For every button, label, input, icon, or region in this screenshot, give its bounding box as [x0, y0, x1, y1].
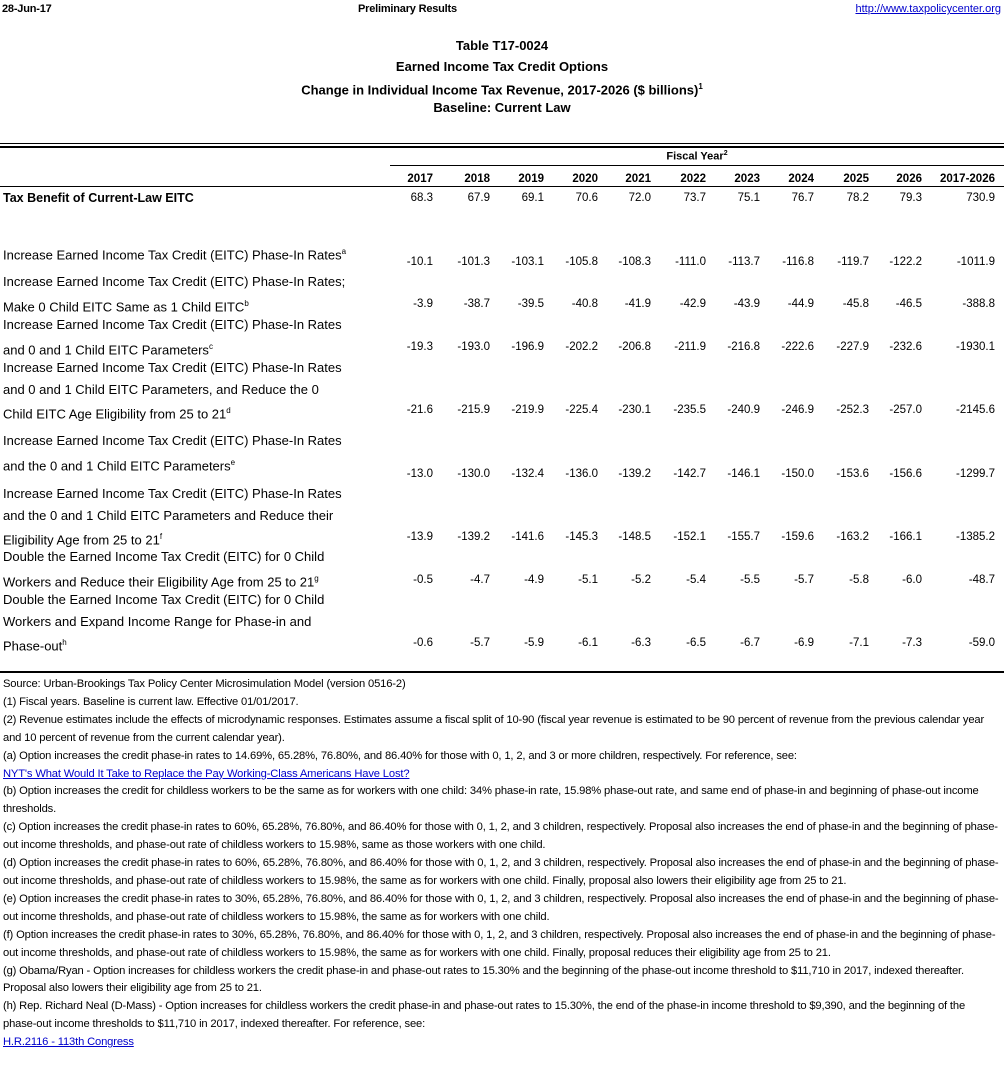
table-cell: -39.5 [517, 298, 544, 310]
table-cell: 67.9 [467, 192, 490, 204]
table-cell: -4.9 [524, 574, 544, 586]
row-label-line: Tax Benefit of Current-Law EITC [3, 191, 194, 205]
table-cell: -13.0 [406, 468, 433, 480]
table-cell: -3.9 [413, 298, 433, 310]
status-label: Preliminary Results [358, 3, 457, 15]
footnote-d: (d) Option increases the credit phase-in rates to 60%, 65.28%, 76.80%, and 86.40% for those with 0, 1, 2, and 3 children, respectively. Proposal also increases the end of phase-in and the beginning of phase-out income thresholds, and phase-out rate of childless workers to 15.98%, the same as for workers with one child. Finally, proposal also lowers their eligibility age from 25 to 21. [3, 857, 999, 887]
table-id: Table T17-0024 [455, 38, 549, 53]
row-label-line: and 0 and 1 Child EITC Parameters, and Reduce the 0 [3, 381, 319, 397]
table-cell: -5.2 [631, 574, 651, 586]
row-label-line: Phase-out$^h$ [3, 638, 67, 654]
table-cell: -219.9 [511, 404, 544, 416]
table-cell: -43.9 [733, 298, 760, 310]
table-cell: 69.1 [521, 192, 544, 204]
column-header: 2020 [572, 173, 598, 185]
table-cell: -211.9 [674, 341, 706, 353]
row-label [3, 430, 393, 476]
table-cell: -7.1 [849, 637, 869, 649]
table-cell: -113.7 [728, 256, 760, 268]
report-date: 28-Jun-17 [2, 3, 52, 15]
table-cell: -215.9 [457, 404, 490, 416]
table-cell: -222.6 [781, 341, 814, 353]
table-cell: -388.8 [962, 298, 995, 310]
table-cell: -4.7 [470, 574, 490, 586]
table-cell: -152.1 [673, 531, 706, 543]
column-header: 2021 [625, 173, 651, 185]
footnote-marker: d [226, 406, 231, 415]
table-cell: -6.5 [686, 637, 706, 649]
table-cell: -5.8 [849, 574, 869, 586]
table-cell: -5.5 [740, 574, 760, 586]
table-cell: -116.8 [782, 256, 814, 268]
fiscal-year-rule [390, 165, 1004, 166]
table-baseline: Baseline: Current Law [433, 99, 571, 115]
table-cell: 70.6 [575, 192, 598, 204]
footnote-marker: g [314, 573, 319, 583]
table-cell: -230.1 [618, 404, 651, 416]
table-cell: -142.7 [673, 468, 706, 480]
table-cell: -240.9 [727, 404, 760, 416]
table-cell: -146.1 [727, 468, 760, 480]
table-cell: -111.0 [675, 256, 706, 268]
table-cell: -5.7 [470, 637, 490, 649]
table-cell: -141.6 [511, 531, 544, 543]
table-cell: -1299.7 [955, 468, 995, 480]
table-cell: -42.9 [679, 298, 706, 310]
row-label [3, 271, 393, 317]
table-cell: -6.9 [794, 637, 814, 649]
top-double-rule [0, 143, 1004, 148]
column-header: 2024 [788, 173, 814, 185]
footnote-marker: c [208, 341, 213, 351]
table-cell: -119.7 [837, 256, 869, 268]
footnote-e: (e) Option increases the credit phase-in rates to 30%, 65.28%, 76.80%, and 86.40% for those with 0, 1, 2, and 3 children, respectively. Proposal also increases the end of phase-in and the beginning of phase-out income thresholds, and phase-out rate of childless workers to 15.98%, the same as for workers with one child. [3, 892, 999, 923]
row-label-line: Increase Earned Income Tax Credit (EITC) Phase-In Rates [3, 317, 342, 332]
table-subtitle: Change in Individual Income Tax Revenue, 2017-2026 ($ billions)$^1$ [301, 82, 703, 98]
table-cell: -130.0 [457, 468, 490, 480]
table-cell: -10.1 [406, 256, 433, 268]
table-cell: -1011.9 [956, 256, 995, 268]
table-cell: -38.7 [463, 298, 490, 310]
table-cell: 72.0 [628, 192, 651, 204]
table-cell: -155.7 [727, 531, 760, 543]
row-label [3, 589, 393, 657]
row-label-line: Increase Earned Income Tax Credit (EITC) Phase-In Rates$^a$ [3, 247, 347, 263]
footnote-2: (2) Revenue estimates include the effects of microdynamic responses. Estimates assume a fiscal split of 10-90 (fiscal year revenue is estimated to be 90 percent of revenue from the previous calendar year and 10 percent of revenue from the current calendar year). [3, 713, 985, 744]
row-label-line: Double the Earned Income Tax Credit (EITC) for 0 Child [3, 549, 325, 564]
table-cell: -202.2 [565, 341, 598, 353]
table-cell: -1930.1 [955, 341, 995, 353]
source-note: Source: Urban-Brookings Tax Policy Center Microsimulation Model (version 0516-2) [3, 678, 406, 690]
footnote-a-link[interactable]: NYT's What Would It Take to Replace the Pay Working-Class Americans Have Lost? [3, 767, 410, 780]
table-cell: -216.8 [727, 341, 760, 353]
footnote-marker: 2 [723, 150, 728, 157]
table-cell: 79.3 [899, 192, 922, 204]
row-label-line: and the 0 and 1 Child EITC Parameters$^e$ [3, 457, 236, 473]
table-cell: -19.3 [406, 341, 433, 353]
table-cell: 75.1 [737, 192, 760, 204]
column-header: 2017-2026 [940, 173, 995, 185]
column-header: 2019 [518, 173, 544, 185]
table-cell: -40.8 [571, 298, 598, 310]
table-cell: -156.6 [889, 468, 922, 480]
table-cell: -7.3 [902, 637, 922, 649]
table-cell: -246.9 [781, 404, 814, 416]
footnote-f: (f) Option increases the credit phase-in rates to 30%, 65.28%, 76.80%, and 86.40% for those with 0, 1, 2, and 3 children, respectively. Proposal also increases the end of phase-in and the beginning of phase-out income thresholds, and phase-out rate of childless workers to 15.98%, the same as for workers with one child. Finally, proposal reduces their eligibility age from 25 to 21. [3, 928, 996, 959]
table-cell: -196.9 [511, 341, 544, 353]
row-label [3, 314, 393, 360]
table-cell: 73.7 [683, 192, 706, 204]
row-label [3, 546, 393, 592]
footnote-marker: h [62, 638, 67, 647]
table-cell: -136.0 [565, 468, 598, 480]
table-cell: -159.6 [781, 531, 814, 543]
fiscal-year-label: Fiscal Year$^2$ [666, 150, 728, 163]
footnote-h-link[interactable]: H.R.2116 - 113th Congress [3, 1036, 134, 1049]
table-cell: -153.6 [836, 468, 869, 480]
table-cell: -150.0 [781, 468, 814, 480]
table-cell: -122.2 [889, 256, 922, 268]
column-header: 2022 [680, 173, 706, 185]
table-cell: -0.5 [413, 574, 433, 586]
row-label [3, 483, 393, 551]
row-label [3, 241, 393, 266]
footnote-marker: 1 [698, 82, 703, 91]
table-cell: -235.5 [673, 404, 706, 416]
row-label-line: and 0 and 1 Child EITC Parameters$^c$ [3, 341, 213, 357]
table-cell: -103.1 [511, 256, 544, 268]
table-cell: -5.7 [794, 574, 814, 586]
table-cell: -48.7 [968, 574, 995, 586]
table-cell: -145.3 [565, 531, 598, 543]
table-cell: -206.8 [618, 341, 651, 353]
table-cell: 68.3 [410, 192, 433, 204]
row-label-line: Make 0 Child EITC Same as 1 Child EITC$^b$ [3, 298, 249, 314]
table-cell: -13.9 [406, 531, 433, 543]
row-label-line: Increase Earned Income Tax Credit (EITC) Phase-In Rates; [3, 274, 346, 289]
table-cell: 730.9 [966, 192, 995, 204]
header-rule [0, 186, 1004, 187]
row-label-line: and the 0 and 1 Child EITC Parameters and Reduce their [3, 507, 334, 523]
row-label-line: Increase Earned Income Tax Credit (EITC) Phase-In Rates [3, 486, 342, 501]
row-label-line: Eligibility Age from 25 to 21$^f$ [3, 532, 163, 548]
footnotes [3, 676, 1001, 1052]
website-link[interactable]: http://www.taxpolicycenter.org [855, 3, 1001, 15]
bottom-rule [0, 671, 1004, 673]
footnote-b: (b) Option increases the credit for childless workers to be the same as for workers with one child: 34% phase-in rate, 15.98% phase-out rate, and same end of phase-in and beginning of phase-out income thresholds. [3, 785, 979, 816]
table-cell: -1385.2 [955, 531, 995, 543]
table-cell: -5.4 [686, 574, 706, 586]
footnote-h: (h) Rep. Richard Neal (D-Mass) - Option increases for childless workers the credit phase-in and phase-out rates to 15.30%, the end of the phase-in income threshold to $9,390, and the beginning of the phase-out income thresholds to $11,710 in 2017, indexed thereafter. For reference, see: [3, 1000, 966, 1031]
table-cell: -148.5 [618, 531, 651, 543]
row-label-line: Workers and Expand Income Range for Phase-in and [3, 613, 312, 629]
table-cell: -139.2 [618, 468, 651, 480]
row-label [3, 357, 393, 425]
column-header: 2025 [843, 173, 869, 185]
footnote-a: (a) Option increases the credit phase-in rates to 14.69%, 65.28%, 76.80%, and 86.40% for those with 0, 1, 2, and 3 or more children, respectively. For reference, see: [3, 749, 797, 762]
page-header [0, 3, 1004, 19]
row-label-line: Increase Earned Income Tax Credit (EITC) Phase-In Rates [3, 433, 342, 448]
row-label-line: Workers and Reduce their Eligibility Age from 25 to 21$^g$ [3, 573, 319, 589]
table-cell: -257.0 [889, 404, 922, 416]
table-cell: -5.1 [578, 574, 598, 586]
table-cell: -232.6 [889, 341, 922, 353]
table-cell: -46.5 [895, 298, 922, 310]
table-cell: -105.8 [565, 256, 598, 268]
table-cell: -59.0 [968, 637, 995, 649]
table-cell: -166.1 [889, 531, 922, 543]
footnote-marker: f [159, 532, 163, 541]
table-cell: -252.3 [836, 404, 869, 416]
column-header: 2017 [407, 173, 433, 185]
table-cell: 78.2 [846, 192, 869, 204]
table-cell: -101.3 [457, 256, 490, 268]
table-cell: -163.2 [836, 531, 869, 543]
row-label-line: Child EITC Age Eligibility from 25 to 21$^d$ [3, 406, 231, 422]
table-cell: -6.0 [902, 574, 922, 586]
column-header: 2023 [734, 173, 760, 185]
table-cell: -108.3 [618, 256, 651, 268]
table-cell: -6.1 [578, 637, 598, 649]
table-cell: -6.3 [631, 637, 651, 649]
table-cell: -45.8 [842, 298, 869, 310]
footnote-g: (g) Obama/Ryan - Option increases for childless workers the credit phase-in and phase-out rates to 15.30% and the beginning of the phase-out income threshold to $11,710 in 2017, indexed thereafter. Proposal also lowers their eligibility age from 25 to 21. [3, 964, 964, 995]
row-label-line: Increase Earned Income Tax Credit (EITC) Phase-In Rates [3, 360, 342, 375]
table-cell: -0.6 [413, 637, 433, 649]
table-titles [0, 36, 1004, 118]
table-cell: -44.9 [787, 298, 814, 310]
table-title: Earned Income Tax Credit Options [395, 58, 609, 74]
column-header: 2026 [896, 173, 922, 185]
table-cell: -227.9 [836, 341, 869, 353]
row-label-line: Double the Earned Income Tax Credit (EITC) for 0 Child [3, 592, 325, 607]
table-cell: -2145.6 [955, 404, 995, 416]
footnote-marker: b [244, 298, 249, 308]
table-cell: 76.7 [791, 192, 814, 204]
column-header: 2018 [464, 173, 490, 185]
table-cell: -6.7 [740, 637, 760, 649]
table-cell: -193.0 [457, 341, 490, 353]
table-cell: -21.6 [406, 404, 433, 416]
table-cell: -139.2 [457, 531, 490, 543]
footnote-1: (1) Fiscal years. Baseline is current law. Effective 01/01/2017. [3, 695, 299, 708]
footnote-marker: a [341, 247, 347, 256]
footnote-marker: e [230, 457, 236, 467]
table-cell: -41.9 [624, 298, 651, 310]
row-label [3, 188, 393, 210]
table-cell: -132.4 [511, 468, 544, 480]
table-cell: -5.9 [524, 637, 544, 649]
footnote-c: (c) Option increases the credit phase-in rates to 60%, 65.28%, 76.80%, and 86.40% for those with 0, 1, 2, and 3 children, respectively. Proposal also increases the end of phase-in and the beginning of phase-out income thresholds, and phase-out rate of childless workers to 15.98%, same as those workers with one child. [3, 821, 998, 852]
table-cell: -225.4 [565, 404, 598, 416]
